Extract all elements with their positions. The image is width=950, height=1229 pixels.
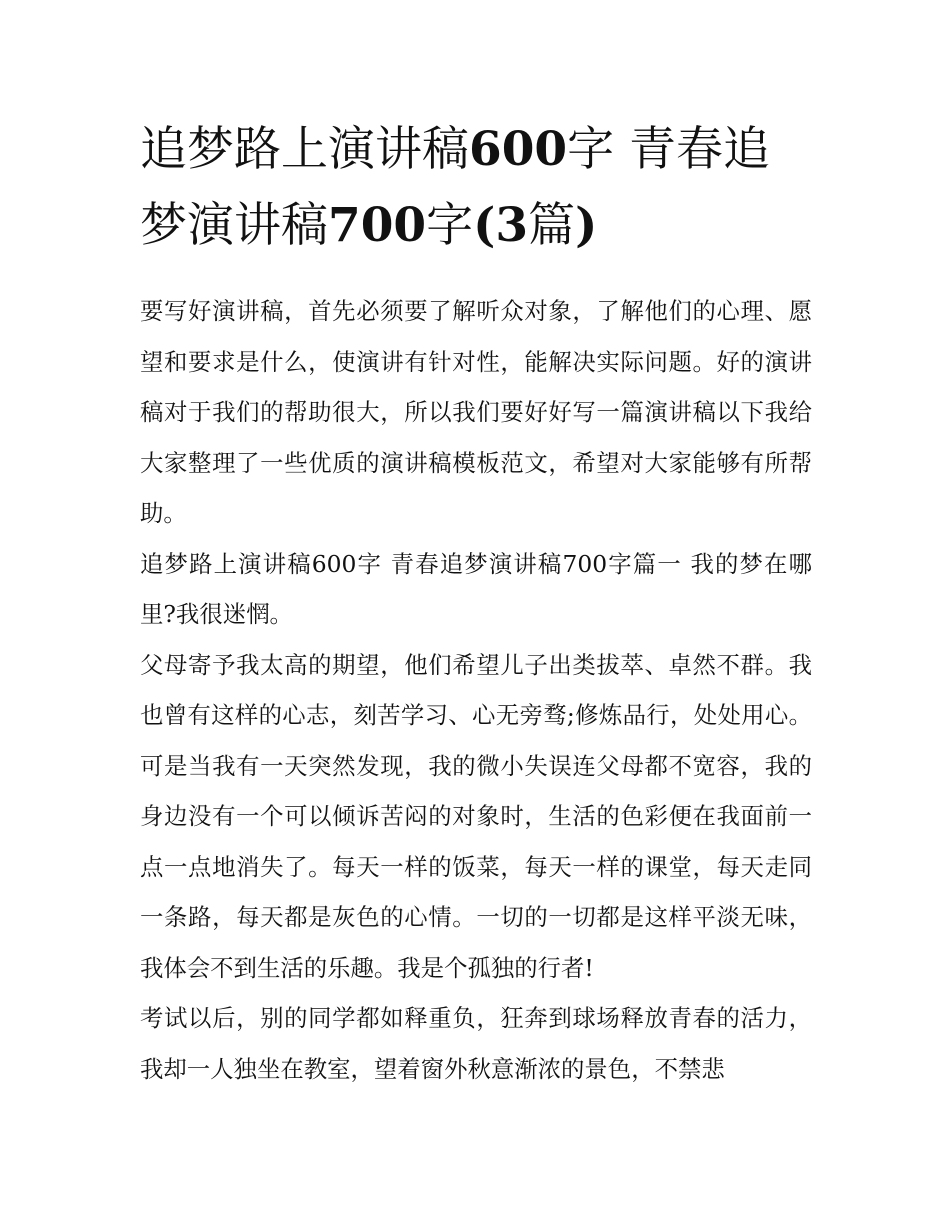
paragraph-intro: 要写好演讲稿，首先必须要了解听众对象，了解他们的心理、愿望和要求是什么，使演讲有针对性，能解决实际问题。好的演讲稿对于我们的帮助很大，所以我们要好好写一篇演讲稿以下我给大家整理了一些优质的演讲稿模板范文，希望对大家能够有所帮助。 [140, 297, 812, 527]
document-page [140, 112, 812, 1094]
paragraph-body-1: 父母寄予我太高的期望，他们希望儿子出类拔萃、卓然不群。我也曾有这样的心志，刻苦学习、心无旁骛;修炼品行，处处用心。可是当我有一天突然发现，我的微小失误连父母都不宽容，我的身边没有一个可以倾诉苦闷的对象时，生活的色彩便在我面前一点一点地消失了。每天一样的饭菜，每天一样的课堂，每天走同一条路，每天都是灰色的心情。一切的一切都是这样平淡无味，我体会不到生活的乐趣。我是个孤独的行者! [140, 650, 812, 982]
paragraph-body-2: 考试以后，别的同学都如释重负，狂奔到球场释放青春的活力，我却一人独坐在教室，望着窗外秋意渐浓的景色，不禁悲 [140, 1004, 812, 1083]
paragraph-section-heading: 追梦路上演讲稿600字 青春追梦演讲稿700字篇一 我的梦在哪里?我很迷惘。 [140, 549, 812, 628]
document-title: 追梦路上演讲稿600字 青春追梦演讲稿700字(3篇) [140, 122, 771, 253]
